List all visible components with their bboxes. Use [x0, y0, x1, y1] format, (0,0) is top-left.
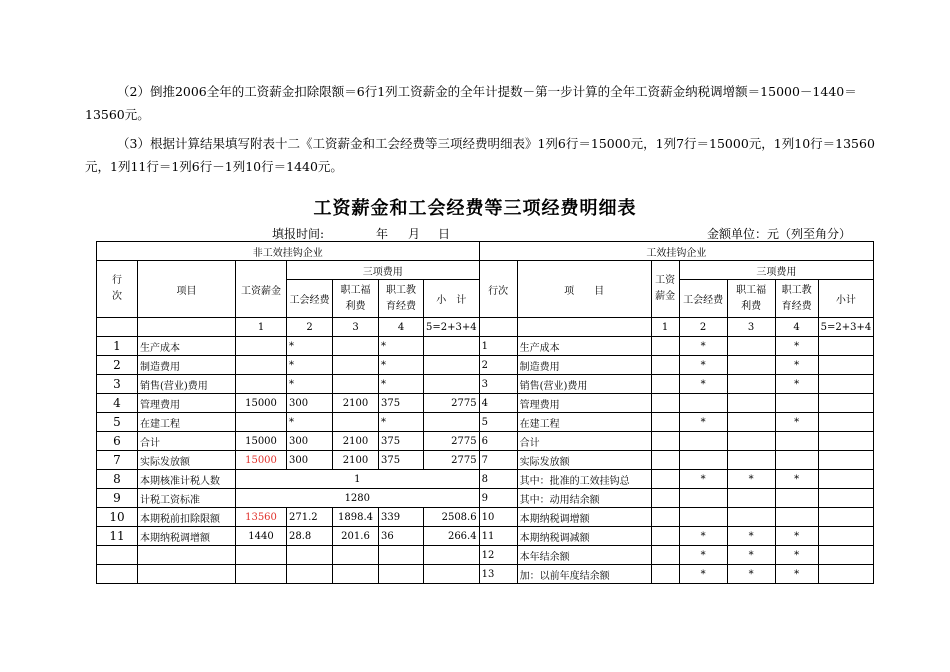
expense-detail-table: [96, 241, 874, 584]
fill-year-label: 年: [376, 227, 389, 241]
wage-cell: [236, 413, 287, 432]
col-welfare-line1: 职工福: [340, 284, 371, 296]
amount-unit-label: 金额单位：元（列至角分）: [707, 227, 852, 241]
col-welfare-line2: 利费: [345, 300, 366, 312]
table-row: [97, 337, 874, 356]
row-item: 在建工程: [138, 413, 236, 432]
row-number: 5: [97, 413, 138, 432]
wage-cell-right: [651, 565, 679, 584]
empty-cell: [138, 318, 236, 337]
subtotal-cell: 2775: [424, 451, 480, 470]
fill-month-label: 月: [408, 227, 421, 241]
col-number: 2: [679, 318, 727, 337]
welfare-cell: 1898.4: [333, 508, 379, 527]
col-wage-right-line2: 薪金: [655, 291, 676, 302]
table-row: [97, 413, 874, 432]
non-linked-header: 非工效挂钩企业: [97, 242, 480, 261]
union-fee-cell-right: *: [679, 375, 727, 394]
education-cell: 375: [379, 394, 424, 413]
group-header-row: [97, 242, 874, 261]
education-cell-right: *: [775, 356, 818, 375]
wage-cell: 15000: [236, 451, 287, 470]
row-number-right: 6: [479, 432, 517, 451]
col-number: 4: [775, 318, 818, 337]
table-title: 工资薪金和工会经费等三项经费明细表: [313, 198, 637, 219]
col-number: 1: [236, 318, 287, 337]
row-number-right: 3: [479, 375, 517, 394]
education-cell-right: [775, 489, 818, 508]
row-item-right: 实际发放额: [517, 451, 651, 470]
empty-cell: [479, 318, 517, 337]
education-cell: 339: [379, 508, 424, 527]
welfare-cell-right: *: [727, 546, 775, 565]
wage-cell-right: [651, 432, 679, 451]
col-union-fee-right: 工会经费: [679, 280, 727, 318]
empty-cell: [97, 565, 138, 584]
col-education-right-line1: 职工教: [781, 284, 812, 296]
col-row-no-line2: 次: [112, 291, 122, 302]
union-fee-cell-right: *: [679, 413, 727, 432]
col-wage-right-line1: 工资: [655, 275, 676, 286]
col-number: 5=2+3+4: [424, 318, 480, 337]
row-item-right: 其中：动用结余额: [517, 489, 651, 508]
col-welfare-right-line2: 利费: [741, 300, 762, 312]
wage-cell: 13560: [236, 508, 287, 527]
table-row: [97, 432, 874, 451]
row-number: 8: [97, 470, 138, 489]
row-number: 9: [97, 489, 138, 508]
subtotal-cell: 2508.6: [424, 508, 480, 527]
col-wage: 工资薪金: [236, 261, 287, 318]
union-fee-cell-right: *: [679, 356, 727, 375]
row-item: 销售(营业)费用: [138, 375, 236, 394]
union-fee-cell-right: [679, 508, 727, 527]
fill-day-label: 日: [438, 227, 451, 241]
empty-cell: [138, 546, 236, 565]
welfare-cell: 2100: [333, 432, 379, 451]
linked-header: 工效挂钩企业: [479, 242, 874, 261]
row-number: 2: [97, 356, 138, 375]
col-welfare: [333, 280, 379, 318]
subtotal-cell-right: [818, 451, 874, 470]
col-welfare-right-line1: 职工福: [736, 284, 767, 296]
row-number-right: 13: [479, 565, 517, 584]
row-number: 1: [97, 337, 138, 356]
subtotal-cell: 2775: [424, 432, 480, 451]
wage-cell-right: [651, 527, 679, 546]
row-number-right: 12: [479, 546, 517, 565]
subtotal-cell-right: [818, 546, 874, 565]
welfare-cell-right: [727, 432, 775, 451]
subtotal-cell-right: [818, 489, 874, 508]
education-cell-right: [775, 508, 818, 527]
row-number: 11: [97, 527, 138, 546]
col-row-no-line1: 行: [112, 275, 122, 286]
education-cell-right: *: [775, 546, 818, 565]
union-fee-cell: *: [287, 413, 333, 432]
empty-cell: [379, 565, 424, 584]
row-number: 4: [97, 394, 138, 413]
paragraph-2: （2）倒推2006全年的工资薪金扣除限额＝6行1列工资薪金的全年计提数－第一步计算的全年工资薪金纳税调增额＝15000－1440＝13560元。: [85, 84, 857, 122]
col-item: 项目: [138, 261, 236, 318]
education-cell: *: [379, 356, 424, 375]
union-fee-cell-right: [679, 451, 727, 470]
row-number-right: 2: [479, 356, 517, 375]
subtotal-cell-right: [818, 394, 874, 413]
wage-cell-right: [651, 413, 679, 432]
welfare-cell: [333, 413, 379, 432]
row-item: 制造费用: [138, 356, 236, 375]
row-item-right: 本年结余额: [517, 546, 651, 565]
three-fees-header-right: 三项费用: [679, 261, 874, 280]
row-item: 生产成本: [138, 337, 236, 356]
education-cell-right: *: [775, 565, 818, 584]
row-item-right: 销售(营业)费用: [517, 375, 651, 394]
wage-cell-right: [651, 375, 679, 394]
row-item-right: 在建工程: [517, 413, 651, 432]
subtotal-cell-right: [818, 375, 874, 394]
row-item-right: 制造费用: [517, 356, 651, 375]
welfare-cell: [333, 375, 379, 394]
union-fee-cell: 300: [287, 451, 333, 470]
fill-time-label: 填报时间:: [272, 227, 325, 241]
subtotal-cell: [424, 337, 480, 356]
empty-cell: [287, 546, 333, 565]
welfare-cell-right: *: [727, 527, 775, 546]
wage-cell-right: [651, 546, 679, 565]
welfare-cell: 2100: [333, 451, 379, 470]
welfare-cell: [333, 337, 379, 356]
table-row: [97, 394, 874, 413]
col-number: 2: [287, 318, 333, 337]
wage-cell-right: [651, 356, 679, 375]
wage-cell: 15000: [236, 394, 287, 413]
subtotal-cell: [424, 356, 480, 375]
row-number-right: 11: [479, 527, 517, 546]
col-row-no: [97, 261, 138, 318]
wage-cell-right: [651, 337, 679, 356]
welfare-cell: 2100: [333, 394, 379, 413]
subtotal-cell-right: [818, 337, 874, 356]
empty-cell: [517, 318, 651, 337]
empty-cell: [97, 318, 138, 337]
empty-cell: [424, 546, 480, 565]
union-fee-cell-right: [679, 394, 727, 413]
empty-cell: [138, 565, 236, 584]
row-item: 本期核准计税人数: [138, 470, 236, 489]
col-number: 3: [727, 318, 775, 337]
col-education-right-line2: 育经费: [781, 300, 812, 312]
col-row-no-right: 行次: [479, 261, 517, 318]
wage-cell: [236, 356, 287, 375]
row-number: 10: [97, 508, 138, 527]
empty-cell: [287, 565, 333, 584]
row-item-right: 合计: [517, 432, 651, 451]
table-row: [97, 451, 874, 470]
three-fees-header: 三项费用: [287, 261, 480, 280]
subtotal-cell-right: [818, 527, 874, 546]
empty-cell: [97, 546, 138, 565]
col-education-line2: 育经费: [386, 300, 416, 312]
col-education-line1: 职工教: [386, 284, 416, 296]
empty-cell: [333, 565, 379, 584]
subtotal-cell-right: [818, 508, 874, 527]
col-subtotal-right: 小计: [818, 280, 874, 318]
welfare-cell-right: [727, 375, 775, 394]
wage-cell-right: [651, 508, 679, 527]
wage-cell: [236, 375, 287, 394]
wage-cell-right: [651, 394, 679, 413]
welfare-cell-right: [727, 394, 775, 413]
welfare-cell: 201.6: [333, 527, 379, 546]
row-number-right: 10: [479, 508, 517, 527]
row-item: 本期税前扣除限额: [138, 508, 236, 527]
col-welfare-right: [727, 280, 775, 318]
row-number-right: 5: [479, 413, 517, 432]
education-cell: *: [379, 375, 424, 394]
column-number-row: [97, 318, 874, 337]
empty-cell: [236, 565, 287, 584]
education-cell-right: *: [775, 413, 818, 432]
table-row: [97, 470, 874, 489]
col-number: 3: [333, 318, 379, 337]
row-item-right: 加：以前年度结余额: [517, 565, 651, 584]
row-item-right: 本期纳税调增额: [517, 508, 651, 527]
row-number-right: 7: [479, 451, 517, 470]
union-fee-cell-right: *: [679, 565, 727, 584]
col-number: 5=2+3+4: [818, 318, 874, 337]
welfare-cell-right: [727, 337, 775, 356]
education-cell-right: [775, 451, 818, 470]
empty-cell: [333, 546, 379, 565]
empty-cell: [424, 565, 480, 584]
empty-cell: [379, 546, 424, 565]
table-row: [97, 356, 874, 375]
education-cell-right: [775, 432, 818, 451]
merged-value: 1280: [236, 489, 480, 508]
union-fee-cell-right: [679, 432, 727, 451]
merged-value: 1: [236, 470, 480, 489]
education-cell-right: *: [775, 337, 818, 356]
col-wage-right: [651, 261, 679, 318]
union-fee-cell: 28.8: [287, 527, 333, 546]
empty-cell: [236, 546, 287, 565]
wage-cell: 1440: [236, 527, 287, 546]
union-fee-cell-right: *: [679, 527, 727, 546]
subtotal-cell: [424, 413, 480, 432]
col-number: 4: [379, 318, 424, 337]
education-cell-right: *: [775, 375, 818, 394]
row-item-right: 本期纳税调减额: [517, 527, 651, 546]
row-number: 6: [97, 432, 138, 451]
row-item-right: 管理费用: [517, 394, 651, 413]
subtotal-cell-right: [818, 356, 874, 375]
table-row: [97, 508, 874, 527]
union-fee-cell: 300: [287, 432, 333, 451]
column-header-row-1: [97, 261, 874, 280]
education-cell-right: *: [775, 470, 818, 489]
subtotal-cell-right: [818, 413, 874, 432]
row-number-right: 8: [479, 470, 517, 489]
row-number-right: 4: [479, 394, 517, 413]
row-item-right: 生产成本: [517, 337, 651, 356]
row-number-right: 1: [479, 337, 517, 356]
subtotal-cell: [424, 375, 480, 394]
union-fee-cell: *: [287, 356, 333, 375]
subtotal-cell: 2775: [424, 394, 480, 413]
col-subtotal: 小 计: [424, 280, 480, 318]
table-row: [97, 527, 874, 546]
table-row: [97, 546, 874, 565]
col-union-fee: 工会经费: [287, 280, 333, 318]
welfare-cell-right: [727, 489, 775, 508]
col-education: [379, 280, 424, 318]
row-item: 管理费用: [138, 394, 236, 413]
row-item: 实际发放额: [138, 451, 236, 470]
row-item: 计税工资标准: [138, 489, 236, 508]
education-cell: *: [379, 337, 424, 356]
wage-cell: 15000: [236, 432, 287, 451]
col-number: 1: [651, 318, 679, 337]
union-fee-cell: *: [287, 375, 333, 394]
union-fee-cell-right: *: [679, 337, 727, 356]
subtotal-cell-right: [818, 432, 874, 451]
row-number: 3: [97, 375, 138, 394]
table-row: [97, 489, 874, 508]
education-cell: 375: [379, 432, 424, 451]
welfare-cell-right: *: [727, 565, 775, 584]
subtotal-cell-right: [818, 470, 874, 489]
education-cell-right: [775, 394, 818, 413]
welfare-cell-right: [727, 413, 775, 432]
subtotal-cell: 266.4: [424, 527, 480, 546]
row-number-right: 9: [479, 489, 517, 508]
wage-cell-right: [651, 470, 679, 489]
row-number: 7: [97, 451, 138, 470]
paragraph-3: （3）根据计算结果填写附表十二《工资薪金和工会经费等三项经费明细表》1列6行＝15000元，1列7行＝15000元，1列10行＝13560元，1列11行＝1列6行－1列10行＝1440元。: [85, 136, 875, 174]
row-item: 合计: [138, 432, 236, 451]
union-fee-cell-right: *: [679, 546, 727, 565]
welfare-cell-right: [727, 508, 775, 527]
welfare-cell: [333, 356, 379, 375]
table-row: [97, 565, 874, 584]
col-item-right: 项 目: [517, 261, 651, 318]
wage-cell-right: [651, 451, 679, 470]
welfare-cell-right: [727, 451, 775, 470]
wage-cell-right: [651, 489, 679, 508]
welfare-cell-right: [727, 356, 775, 375]
education-cell: 36: [379, 527, 424, 546]
subtotal-cell-right: [818, 565, 874, 584]
row-item-right: 其中：批准的工效挂钩总: [517, 470, 651, 489]
row-item: 本期纳税调增额: [138, 527, 236, 546]
union-fee-cell-right: [679, 489, 727, 508]
col-education-right: [775, 280, 818, 318]
education-cell: *: [379, 413, 424, 432]
union-fee-cell: *: [287, 337, 333, 356]
wage-cell: [236, 337, 287, 356]
union-fee-cell: 300: [287, 394, 333, 413]
union-fee-cell: 271.2: [287, 508, 333, 527]
table-row: [97, 375, 874, 394]
education-cell-right: *: [775, 527, 818, 546]
education-cell: 375: [379, 451, 424, 470]
welfare-cell-right: *: [727, 470, 775, 489]
union-fee-cell-right: *: [679, 470, 727, 489]
